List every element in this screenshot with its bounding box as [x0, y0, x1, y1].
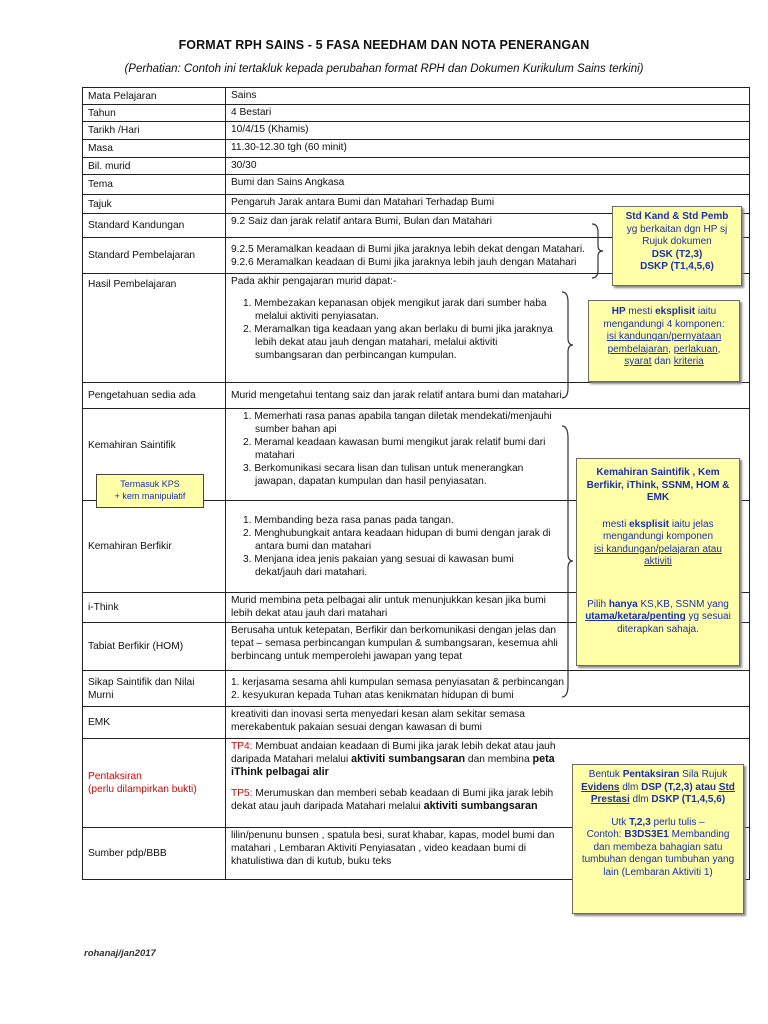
- row-value: Bumi dan Sains Angkasa: [226, 175, 750, 195]
- row-label: Kemahiran Berfikir: [83, 501, 226, 593]
- note-text: HP: [611, 306, 626, 317]
- list-item: 1. Membanding beza rasa panas pada tangan.: [243, 515, 454, 526]
- note-text: utama/ketara/penting: [585, 611, 686, 622]
- table-row: [83, 158, 750, 175]
- table-row: [83, 707, 750, 739]
- row-label: Tajuk: [83, 195, 226, 214]
- note-std: [612, 206, 742, 286]
- table-row: [83, 175, 750, 195]
- row-value: 30/30: [226, 158, 750, 175]
- note-text: ,: [668, 343, 674, 355]
- note-text: syarat: [624, 356, 652, 367]
- row-value: lilin/penunu bunsen , spatula besi, surat khabar, kapas, model bumi dan matahari , Lembaran Aktiviti Penyiasatan , video keadaan bumi di khatulistiwa dan di kutub, buku teks: [226, 828, 750, 880]
- note-text: DSP: [641, 781, 662, 793]
- row-label: Tabiat Berfikir (HOM): [83, 623, 226, 671]
- note-text: Sila Rujuk: [679, 769, 728, 780]
- note-text: iaitu jelas mengandungi komponen: [602, 518, 714, 542]
- row-value: 11.30-12.30 tgh (60 minit): [226, 140, 750, 158]
- list-item: 2. kesyukuran kepada Tuhan atas kenikmatan hidupan di bumi: [231, 689, 514, 701]
- note-title: Kemahiran Saintifik , Kem Berfikir, iThink, SSNM, HOM & EMK: [586, 467, 730, 503]
- tp4-bold: peta iThink pelbagai alir: [231, 753, 555, 778]
- row-value: Pengaruh Jarak antara Bumi dan Matahari Terhadap Bumi: [226, 195, 750, 214]
- note-line: DSKP (T1,4,5,6): [640, 261, 714, 272]
- tp4-tag: TP4:: [231, 741, 253, 752]
- note-kps: [96, 474, 204, 508]
- row-value: 9.2 Saiz dan jarak relatif antara Bumi, Bulan dan Matahari: [226, 214, 750, 238]
- table-row: [83, 671, 750, 707]
- brace-std: [590, 222, 604, 280]
- note-text: Pilih: [587, 598, 609, 610]
- row-label: Kemahiran Saintifik: [83, 409, 226, 501]
- note-text: ,: [717, 343, 721, 355]
- note-line: yg berkaitan dgn HP sj: [626, 223, 728, 235]
- note-text: (T,2,3) atau: [661, 781, 719, 793]
- row-value: Murid membina peta pelbagai alir untuk menunjukkan kesan jika bumi lebih dekat atau jauh dari matahari: [226, 593, 750, 623]
- footer-author: rohanaj/jan2017: [84, 948, 156, 959]
- note-text: T,2,3: [629, 816, 651, 828]
- note-text: hanya: [608, 598, 638, 610]
- tp4-bold: aktiviti sumbangsaran: [351, 753, 466, 765]
- row-label: Tema: [83, 175, 226, 195]
- note-line: + kem manipulatif: [114, 491, 186, 501]
- tp4-part: Membuat andaian keadaan di Bumi jika jarak lebih dekat atau jauh daripada Matahari melalui: [231, 741, 556, 765]
- list-item: 1. Memerhati rasa panas apabila tangan diletak mendekati/menjauhi sumber bahan api: [243, 411, 552, 435]
- note-text: Utk: [611, 816, 630, 828]
- list-item: 2. Meramal keadaan kawasan bumi mengikut jarak relatif bumi dari matahari: [243, 437, 546, 461]
- list-item: 3. Berkomunikasi secara lisan dan tulisan untuk menerangkan jawapan, dapatan kumpulan dan hasil penyiasatan.: [243, 463, 524, 487]
- row-value: kreativiti dan inovasi serta menyedari kesan alam sekitar semasa merekabentuk pakaian sesuai dengan kawasan di bumi: [226, 707, 750, 739]
- row-label: Bil. murid: [83, 158, 226, 175]
- table-row: [83, 105, 750, 122]
- table-row: [83, 383, 750, 409]
- note-line: Termasuk KPS: [120, 479, 180, 489]
- note-text: perlu tulis –: [650, 816, 705, 828]
- tp4-part: dan membina: [465, 754, 533, 765]
- note-text: yg sesuai diterapkan sahaja.: [617, 611, 731, 635]
- note-text: Pentaksiran: [622, 769, 680, 780]
- page-subtitle: (Perhatian: Contoh ini tertakluk kepada perubahan format RPH dan Dokumen Kurikulum Sains terkini): [124, 63, 644, 75]
- row-label: Pengetahuan sedia ada: [83, 383, 226, 409]
- row-label: Masa: [83, 140, 226, 158]
- note-text: mesti: [625, 306, 656, 317]
- note-hp: [588, 300, 740, 382]
- row-label: Sumber pdp/BBB: [83, 828, 226, 880]
- note-text: perlakuan: [673, 343, 718, 355]
- note-text: KS,KB, SSNM yang: [637, 598, 729, 610]
- row-value: Berusaha untuk ketepatan, Berfikir dan berkomunikasi dengan jelas dan tepat – semasa perbincangan kumpulan & sumbangsaran, kesemua ahli berbincang untuk memperolehi jawapan yang tepat: [226, 623, 750, 671]
- row-label: [83, 739, 226, 828]
- tp5-part: Merumuskan dan memberi sebab keadaan di Bumi jika jarak lebih dekat atau jauh daripada Matahari melalui: [231, 788, 554, 812]
- note-line: DSK (T2,3): [651, 248, 703, 260]
- note-text: Std Prestasi: [590, 781, 735, 805]
- row-label: Sikap Saintifik dan Nilai Murni: [83, 671, 226, 707]
- row-value: Sains: [226, 88, 750, 105]
- note-text: isi kandungan/pelajaran atau aktiviti: [594, 543, 722, 567]
- note-pentaksiran: [572, 764, 744, 914]
- row-label: EMK: [83, 707, 226, 739]
- row-label: i-Think: [83, 593, 226, 623]
- note-text: B3DS3E1: [624, 829, 669, 840]
- note-text: kriteria: [673, 356, 704, 367]
- pentaksiran-label: Pentaksiran: [88, 771, 142, 782]
- note-text: pembelajaran: [607, 343, 669, 355]
- row-label: Tarikh /Hari: [83, 122, 226, 140]
- row-label: Mata Pelajaran: [83, 88, 226, 105]
- note-text: Evidens: [581, 781, 620, 793]
- note-text: eksplisit: [629, 518, 670, 530]
- row-label: Standard Kandungan: [83, 214, 226, 238]
- list-item: 2. Menghubungkait antara keadaan hidupan di bumi dengan jarak di antara bumi dan matahari: [243, 528, 551, 552]
- row-value: 10/4/15 (Khamis): [226, 122, 750, 140]
- note-text: dan: [651, 356, 674, 367]
- note-text: isi kandungan/pernyataan: [606, 331, 722, 342]
- note-kemahiran: [576, 458, 740, 666]
- list-item: 3. Menjana idea jenis pakaian yang sesuai di kawasan bumi dekat/jauh dari matahari.: [243, 554, 514, 578]
- note-text: eksplisit: [655, 306, 696, 317]
- note-text: Contoh:: [586, 829, 625, 840]
- row-value: [226, 671, 750, 707]
- tp5-tag: TP5:: [231, 788, 253, 799]
- sp-line: 9.2.5 Meramalkan keadaan di Bumi jika jaraknya lebih dekat dengan Matahari.: [231, 243, 585, 255]
- note-text: dlm: [629, 794, 652, 805]
- tp5-text: [231, 787, 569, 813]
- note-text: (T1,4,5,6): [679, 794, 726, 805]
- tp4-text: [231, 740, 569, 779]
- hp-intro: Pada akhir pengajaran murid dapat:-: [231, 276, 397, 287]
- table-row: [83, 140, 750, 158]
- note-text: dlm: [619, 781, 642, 793]
- note-line: Rujuk dokumen: [642, 236, 712, 247]
- table-row: [83, 88, 750, 105]
- table-row: [83, 122, 750, 140]
- row-label: Hasil Pembelajaran: [83, 274, 226, 383]
- row-label: Standard Pembelajaran: [83, 238, 226, 274]
- brace-kem: [560, 424, 574, 699]
- brace-hp: [560, 290, 574, 400]
- pentaksiran-sublabel: (perlu dilampirkan bukti): [88, 784, 197, 795]
- note-text: mesti: [602, 518, 630, 530]
- list-item: 1. Membezakan kepanasan objek mengikut jarak dari sumber haba melalui aktiviti penyiasatan.: [243, 298, 547, 322]
- note-text: DSKP: [651, 794, 680, 805]
- sp-line: 9.2.6 Meramalkan keadaan di Bumi jika jaraknya lebih jauh dengan Matahari: [231, 256, 577, 268]
- row-label: Tahun: [83, 105, 226, 122]
- note-text: Membanding dan membeza bahagian satu tumbuhan dengan tumbuhan yang lain (Lembaran Aktiviti 1): [581, 829, 735, 878]
- page-title: FORMAT RPH SAINS - 5 FASA NEEDHAM DAN NOTA PENERANGAN: [178, 38, 590, 52]
- note-text: Bentuk: [588, 769, 623, 780]
- row-value: 4 Bestari: [226, 105, 750, 122]
- row-value: Murid mengetahui tentang saiz dan jarak relatif antara bumi dan matahari.: [226, 383, 750, 409]
- list-item: 1. kerjasama sesama ahli kumpulan semasa penyiasatan & perbincangan: [231, 676, 564, 688]
- note-text: iaitu mengandungi 4 komponen:: [603, 306, 725, 330]
- list-item: 2. Meramalkan tiga keadaan yang akan berlaku di bumi jika jaraknya lebih dekat atau jauh dengan matahari, melalui aktiviti sumbangsaran dan perbincangan kumpulan.: [243, 324, 553, 361]
- tp5-bold: aktiviti sumbangsaran: [423, 800, 538, 812]
- note-line: Std Kand & Std Pemb: [625, 211, 729, 222]
